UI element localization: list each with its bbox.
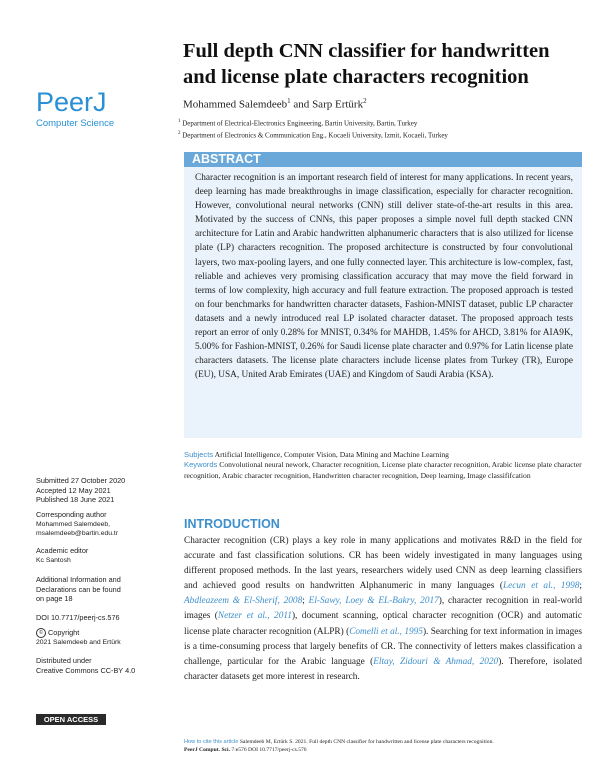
citation-link[interactable]: Comelli et al., 1995 — [349, 626, 423, 637]
citation-link[interactable]: Lecun et al., 1998 — [502, 581, 580, 592]
journal-details[interactable]: 7:e576 DOI 10.7717/peerj-cs.576 — [231, 747, 307, 753]
copyright — [36, 628, 121, 648]
citation-link[interactable]: Netzer et al., 2011 — [217, 611, 292, 622]
academic-editor — [36, 546, 88, 565]
editor-label: Academic editor — [36, 546, 89, 555]
accepted-date: Accepted 12 May 2021 — [36, 485, 111, 495]
journal-name: PeerJ Comput. Sci. — [184, 747, 230, 753]
keywords-text: Convolutional neural nework, Character recognition, License plate character recognition, Arabic license plate character recognition, Arabic character recognition, Handwritten character recognition, Deep learning, Image classififcation — [184, 460, 582, 480]
license-name[interactable]: Creative Commons CC-BY 4.0 — [36, 665, 136, 675]
footer-citation — [184, 738, 584, 754]
affiliations — [178, 117, 578, 141]
citation-link[interactable]: El-Sawy, Loey & EL-Bakry, 2017 — [308, 596, 439, 607]
additional-info[interactable]: Additional Information and Declarations can be found on page 18 — [36, 575, 121, 604]
author-1[interactable]: Mohammed Salemdeeb — [183, 98, 288, 111]
abstract-text: Character recognition is an important research field of interest for many applications. In recent years, deep learning has made breakthroughs in image classification, especially for character recognition. However, convolutional neural networks (CNN) still deliver state-of-the-art results in this area. Motivated by the success of CNNs, this paper proposes a simple novel full depth stacked CNN architecture for Latin and Arabic handwritten alphanumeric characters that is also utilized for license plate (LP) characters recognition. The proposed architecture is constructed by four convolutional layers, two max-pooling layers, and one fully connected layer. This architecture is low-complex, fast, reliable and achieves very promising classification accuracy that may move the field forward in terms of low complexity, high accuracy and full feature extraction. The proposed approach is tested on four benchmarks for handwritten character datasets, Fashion-MNIST dataset, public LP character datasets and a newly introduced real LP isolated character dataset. The proposed approach tests report an error of only 0.28% for MNIST, 0.34% for MAHDB, 1.45% for AHCD, 3.81% for AIA9K, 5.00% for Fashion-MNIST, 0.26% for Saudi license plate character and 0.97% for Latin license plate characters datasets. The license plate characters include license plates from Turkey (TR), Europe (EU), USA, United Arab Emirates (UAE) and Kingdom of Saudi Arabia (KSA). — [195, 173, 573, 381]
keywords — [184, 459, 582, 481]
peerj-logo — [36, 88, 126, 132]
doi[interactable]: DOI 10.7717/peerj-cs.576 — [36, 613, 120, 622]
abstract-header — [184, 152, 582, 167]
authors: Mohammed Salemdeeb$^1$ and Sarp Ertürk$^2$ — [183, 97, 367, 111]
subjects-text[interactable]: Artificial Intelligence, Computer Vision, Data Mining and Machine Learning — [214, 450, 449, 459]
copyright-label: Copyright — [48, 628, 80, 637]
published-date: Published 18 June 2021 — [36, 495, 115, 505]
logo-name: PeerJ — [36, 87, 107, 117]
corresponding-label: Corresponding author — [36, 510, 107, 519]
affiliation-2: $^2$ Department of Electronics & Communication Eng., Kocaeli University, Izmit, Kocaeli, Turkey — [178, 130, 448, 140]
open-access-badge: OPEN ACCESS — [36, 714, 106, 725]
citation-link[interactable]: Eltay, Zidouri & Ahmad, 2020 — [373, 656, 499, 667]
dates — [36, 476, 125, 505]
copyright-text: 2021 Salemdeeb and Ertürk — [36, 639, 121, 647]
keywords-label: Keywords — [184, 460, 218, 469]
introduction-heading: INTRODUCTION — [184, 517, 280, 531]
corresponding-email[interactable]: msalemdeeb@bartin.edu.tr — [36, 530, 119, 538]
paper-title: Full depth CNN classifier for handwritten and license plate characters recognition — [183, 40, 550, 88]
cite-text: Salemdeeb M, Ertürk S. 2021. Full depth CNN classifier for handwritten and license plate characters recognition. — [239, 739, 494, 745]
copyright-icon: © — [36, 628, 46, 638]
license — [36, 656, 135, 675]
subjects-label: Subjects — [184, 450, 214, 459]
author-2[interactable]: Sarp Ertürk — [312, 98, 364, 111]
abstract-heading: ABSTRACT — [192, 152, 261, 166]
introduction-paragraph: Character recognition (CR) plays a key role in many applications and motivates R&D in the field for accurate and fast classification solutions. CR has been widely investigated in many languages using different proposed methods. In the last years, researchers widely used CNN as deep learning classifiers and achieved good results on handwritten Alphanumeric in many languages (Lecun et al., 1998; Abdleazeem & El-Sherif, 2008; El-Sawy, Loey & EL-Bakry, 2017), character recognition in real-world images (Netzer et al., 2011), document scanning, optical character recognition (OCR) and automatic license plate character recognition (ALPR) (Comelli et al., 1995). Searching for text information in images is a time-consuming process that largely benefits of CR. The connectivity of letters makes classification a challenge, particular for the Arabic language (Eltay, Zidouri & Ahmad, 2020). Therefore, isolated character datasets get more interest in research. — [184, 536, 582, 682]
corresponding-name: Mohammed Salemdeeb, — [36, 520, 111, 528]
cite-label: How to cite this article — [184, 739, 239, 745]
corresponding-author — [36, 510, 118, 539]
affiliation-1: $^1$ Department of Electrical-Electronics Engineering, Bartin University, Bartin, Turkey — [178, 119, 418, 128]
logo-subtitle: Computer Science — [36, 118, 115, 129]
submitted-date: Submitted 27 October 2020 — [36, 476, 126, 485]
distributed-label: Distributed under — [36, 656, 92, 665]
citation-link[interactable]: Abdleazeem & El-Sherif, 2008 — [184, 596, 303, 607]
editor-name: Kc Santosh — [36, 556, 71, 564]
